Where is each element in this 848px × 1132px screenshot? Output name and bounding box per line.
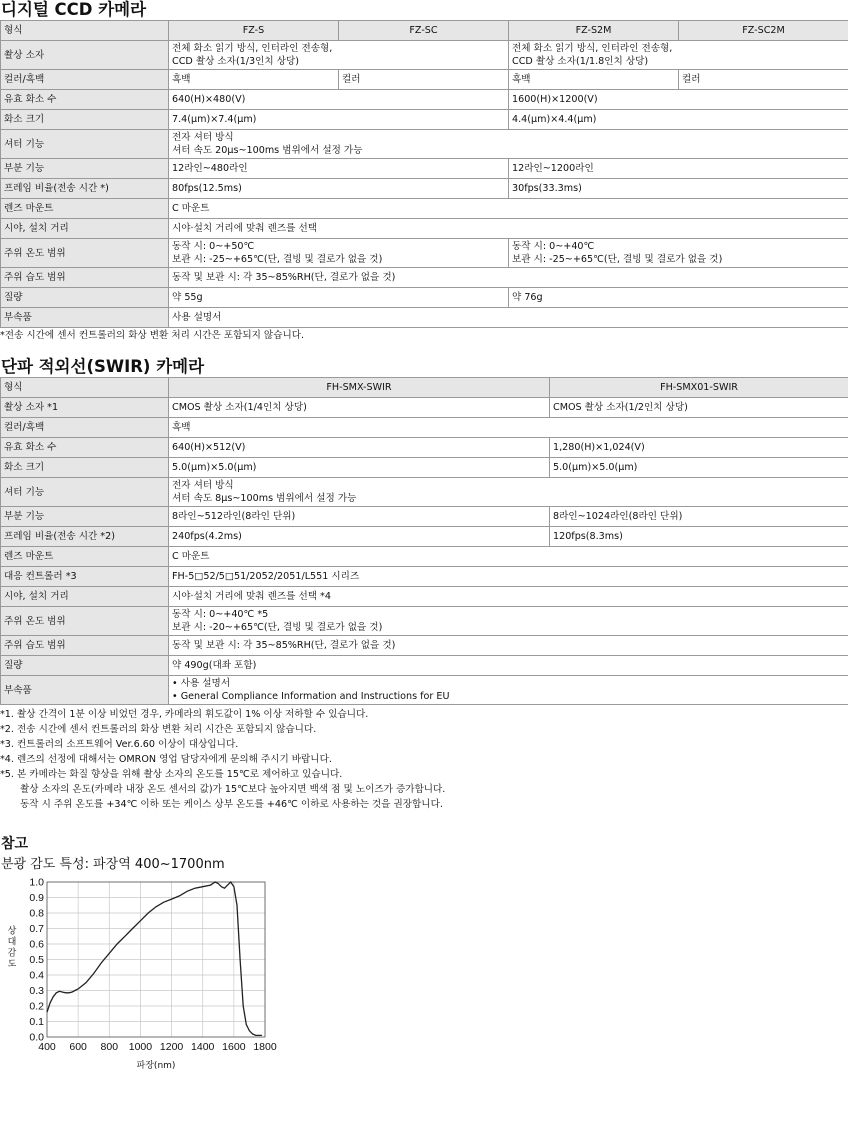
- table-row: [1, 239, 848, 268]
- row-label: 형식: [1, 378, 169, 398]
- cell-value: 동작 및 보관 시: 각 35~85%RH(단, 결로가 없을 것): [169, 636, 848, 656]
- table-row: [1, 676, 848, 705]
- swir-spec-table: [0, 377, 848, 705]
- y-tick-label: 0.5: [29, 954, 44, 966]
- table-row: [1, 199, 848, 219]
- cell-value: 7.4(μm)×7.4(μm): [169, 110, 509, 130]
- x-tick-label: 1200: [159, 1041, 184, 1053]
- cell-value: 약 55g: [169, 288, 509, 308]
- cell-value: 전체 화소 읽기 방식, 인터라인 전송형, CCD 촬상 소자(1/1.8인치 상당): [509, 41, 848, 70]
- cell-value: 120fps(8.3ms): [550, 527, 848, 547]
- row-label: 주위 온도 범위: [1, 607, 169, 636]
- row-label: 셔터 기능: [1, 130, 169, 159]
- table-row: [1, 527, 848, 547]
- footnote: 동작 시 주위 온도를 +34℃ 이하 또는 케이스 상부 온도를 +46℃ 이하로 사용하는 것을 권장합니다.: [20, 799, 443, 810]
- reference-section: [0, 834, 848, 1074]
- model-header: FZ-S2M: [509, 21, 679, 41]
- table-row: [1, 110, 848, 130]
- footnote: *2. 전송 시간에 센서 컨트롤러의 화상 변환 처리 시간은 포함되지 않습니다.: [0, 724, 317, 735]
- table-row: [1, 398, 848, 418]
- y-tick-label: 0.0: [29, 1031, 44, 1044]
- table-row: [1, 607, 848, 636]
- cell-value: 사용 설명서: [169, 308, 848, 328]
- x-tick-label: 1800: [253, 1041, 277, 1053]
- cell-value: 동작 시: 0~+40℃ *5 보관 시: -20~+65℃(단, 결빙 및 결로가 없을 것): [169, 607, 848, 636]
- x-tick-label: 1400: [191, 1041, 215, 1053]
- cell-value: 약 490g(대좌 포함): [169, 656, 848, 676]
- cell-value: 동작 시: 0~+40℃ 보관 시: -25~+65℃(단, 결빙 및 결로가 없을 것): [509, 239, 848, 268]
- cell-value: 12라인~480라인: [169, 159, 509, 179]
- cell-value: 8라인~512라인(8라인 단위): [169, 507, 550, 527]
- row-label: 주위 온도 범위: [1, 239, 169, 268]
- row-label: 질량: [1, 656, 169, 676]
- cell-value: 30fps(33.3ms): [509, 179, 848, 199]
- row-label: 컬러/흑백: [1, 70, 169, 90]
- row-label: 시야, 설치 거리: [1, 587, 169, 607]
- cell-value: 5.0(μm)×5.0(μm): [550, 458, 848, 478]
- swir-title: 단파 적외선(SWIR) 카메라: [1, 357, 205, 376]
- row-label: 프레임 비율(전송 시간 *): [1, 179, 169, 199]
- y-tick-label: 0.4: [29, 969, 44, 982]
- cell-value: 흑백: [169, 70, 339, 90]
- cell-value: FH-5□52/5□51/2052/2051/L551 시리즈: [169, 567, 848, 587]
- row-label: 질량: [1, 288, 169, 308]
- table-row: [1, 130, 848, 159]
- cell-value: 5.0(μm)×5.0(μm): [169, 458, 550, 478]
- ccd-section: [0, 0, 848, 343]
- cell-value: • 사용 설명서 • General Compliance Information and Instructions for EU: [169, 676, 848, 705]
- table-row: [1, 219, 848, 239]
- row-label: 부분 기능: [1, 507, 169, 527]
- cell-value: 전자 셔터 방식 셔터 속도 8μs~100ms 범위에서 설정 가능: [169, 478, 848, 507]
- model-header: FZ-SC: [339, 21, 509, 41]
- footnote: *1. 촬상 간격이 1분 이상 비었던 경우, 카메라의 휘도값이 1% 이상 저하할 수 있습니다.: [0, 709, 369, 720]
- cell-value: 4.4(μm)×4.4(μm): [509, 110, 848, 130]
- y-tick-label: 0.2: [29, 1000, 44, 1013]
- x-tick-label: 400: [38, 1041, 56, 1053]
- x-axis-label: 파장(nm): [136, 1061, 176, 1071]
- cell-value: 시야·설치 거리에 맞춰 렌즈를 선택: [169, 219, 848, 239]
- footnote: *4. 렌즈의 선정에 대해서는 OMRON 영업 담당자에게 문의해 주시기 바랍니다.: [0, 754, 332, 765]
- y-tick-label: 0.8: [29, 907, 44, 920]
- cell-value: CMOS 촬상 소자(1/4인치 상당): [169, 398, 550, 418]
- y-tick-label: 0.1: [29, 1016, 44, 1028]
- row-label: 부속품: [1, 308, 169, 328]
- model-header: FZ-S: [169, 21, 339, 41]
- y-tick-label: 0.3: [29, 985, 44, 997]
- y-axis-label: 상 대 감 도: [7, 926, 17, 970]
- y-tick-label: 1.0: [29, 876, 44, 889]
- table-row: [1, 378, 848, 398]
- table-row: [1, 308, 848, 328]
- cell-value: 시야·설치 거리에 맞춰 렌즈를 선택 *4: [169, 587, 848, 607]
- cell-value: 1,280(H)×1,024(V): [550, 438, 848, 458]
- y-tick-label: 0.6: [29, 938, 44, 951]
- row-label: 유효 화소 수: [1, 438, 169, 458]
- table-row: [1, 547, 848, 567]
- row-label: 렌즈 마운트: [1, 547, 169, 567]
- y-tick-label: 0.7: [29, 923, 44, 935]
- footnote: *5. 본 카메라는 화질 향상을 위해 촬상 소자의 온도를 15℃로 제어하고 있습니다.: [0, 769, 343, 780]
- cell-value: 전체 화소 읽기 방식, 인터라인 전송형, CCD 촬상 소자(1/3인치 상당): [169, 41, 509, 70]
- row-label: 프레임 비율(전송 시간 *2): [1, 527, 169, 547]
- cell-value: 전자 셔터 방식 셔터 속도 20μs~100ms 범위에서 설정 가능: [169, 130, 848, 159]
- row-label: 렌즈 마운트: [1, 199, 169, 219]
- ccd-spec-table: [0, 20, 848, 328]
- table-row: [1, 268, 848, 288]
- table-row: [1, 478, 848, 507]
- cell-value: 1600(H)×1200(V): [509, 90, 848, 110]
- row-label: 주위 습도 범위: [1, 636, 169, 656]
- row-label: 촬상 소자 *1: [1, 398, 169, 418]
- cell-value: 12라인~1200라인: [509, 159, 848, 179]
- reference-title: 참고: [1, 836, 29, 852]
- cell-value: 약 76g: [509, 288, 848, 308]
- x-tick-label: 600: [69, 1041, 87, 1053]
- swir-section: [0, 357, 848, 812]
- x-tick-label: 1000: [128, 1041, 153, 1053]
- table-row: [1, 179, 848, 199]
- row-label: 주위 습도 범위: [1, 268, 169, 288]
- table-row: [1, 90, 848, 110]
- row-label: 화소 크기: [1, 110, 169, 130]
- model-header: FH-SMX-SWIR: [169, 378, 550, 398]
- row-label: 형식: [1, 21, 169, 41]
- table-row: [1, 567, 848, 587]
- table-row: [1, 21, 848, 41]
- row-label: 대응 컨트롤러 *3: [1, 567, 169, 587]
- cell-value: 80fps(12.5ms): [169, 179, 509, 199]
- cell-value: 640(H)×480(V): [169, 90, 509, 110]
- table-row: [1, 70, 848, 90]
- table-row: [1, 41, 848, 70]
- cell-value: 흑백: [509, 70, 679, 90]
- table-row: [1, 507, 848, 527]
- ccd-footnote: *전송 시간에 센서 컨트롤러의 화상 변환 처리 시간은 포함되지 않습니다.: [0, 330, 305, 341]
- row-label: 유효 화소 수: [1, 90, 169, 110]
- cell-value: C 마운트: [169, 199, 848, 219]
- cell-value: 동작 및 보관 시: 각 35~85%RH(단, 결로가 없을 것): [169, 268, 848, 288]
- table-row: [1, 656, 848, 676]
- row-label: 촬상 소자: [1, 41, 169, 70]
- cell-value: 8라인~1024라인(8라인 단위): [550, 507, 848, 527]
- cell-value: 컬러: [339, 70, 509, 90]
- cell-value: 흑백: [169, 418, 848, 438]
- model-header: FH-SMX01-SWIR: [550, 378, 848, 398]
- footnote: *3. 컨트롤러의 소프트웨어 Ver.6.60 이상이 대상입니다.: [0, 739, 239, 750]
- table-row: [1, 438, 848, 458]
- table-row: [1, 418, 848, 438]
- swir-footnotes: [0, 707, 848, 812]
- model-header: FZ-SC2M: [679, 21, 848, 41]
- row-label: 부속품: [1, 676, 169, 705]
- x-tick-label: 800: [100, 1041, 119, 1053]
- cell-value: CMOS 촬상 소자(1/2인치 상당): [550, 398, 848, 418]
- reference-subtitle: 분광 감도 특성: 파장역 400~1700nm: [1, 857, 225, 872]
- table-row: [1, 636, 848, 656]
- row-label: 시야, 설치 거리: [1, 219, 169, 239]
- table-row: [1, 458, 848, 478]
- row-label: 셔터 기능: [1, 478, 169, 507]
- ccd-title: 디지털 CCD 카메라: [1, 0, 147, 19]
- spectral-sensitivity-chart: [0, 874, 290, 1074]
- cell-value: 컬러: [679, 70, 848, 90]
- cell-value: C 마운트: [169, 547, 848, 567]
- table-row: [1, 288, 848, 308]
- y-tick-label: 0.9: [29, 892, 44, 904]
- cell-value: 240fps(4.2ms): [169, 527, 550, 547]
- row-label: 부분 기능: [1, 159, 169, 179]
- cell-value: 640(H)×512(V): [169, 438, 550, 458]
- footnote: 촬상 소자의 온도(카메라 내장 온도 센서의 값)가 15℃보다 높아지면 백색 점 및 노이즈가 증가합니다.: [20, 784, 446, 795]
- row-label: 화소 크기: [1, 458, 169, 478]
- cell-value: 동작 시: 0~+50℃ 보관 시: -25~+65℃(단, 결빙 및 결로가 없을 것): [169, 239, 509, 268]
- table-row: [1, 587, 848, 607]
- sensitivity-line: [47, 882, 262, 1035]
- table-row: [1, 159, 848, 179]
- row-label: 컬러/흑백: [1, 418, 169, 438]
- x-tick-label: 1600: [222, 1041, 246, 1053]
